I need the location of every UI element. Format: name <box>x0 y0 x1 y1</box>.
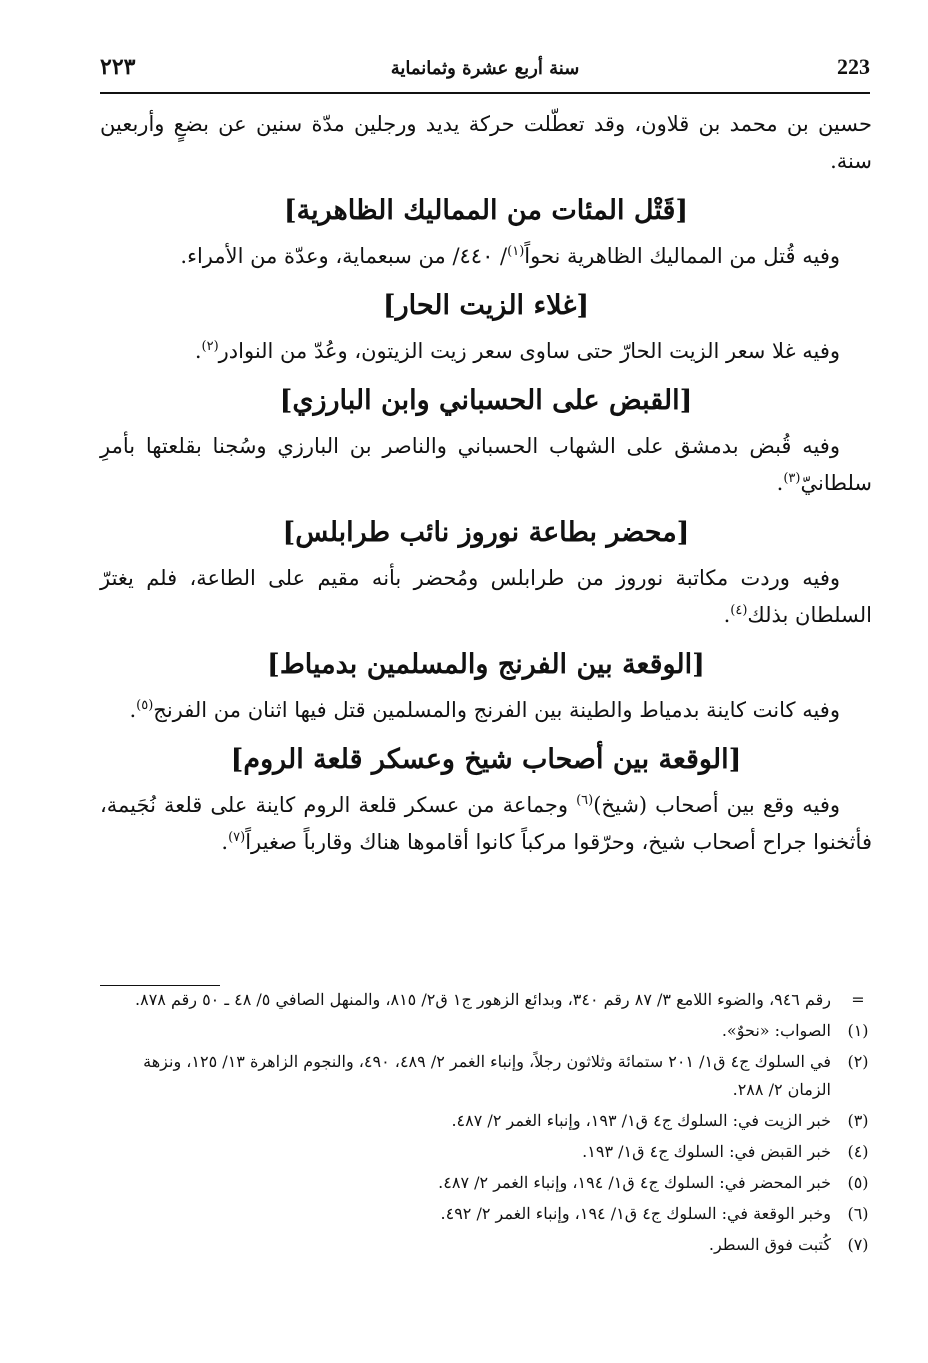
section-paragraph <box>100 238 872 275</box>
footnote-item <box>100 1231 875 1259</box>
section-heading: [القبض على الحسباني وابن البارزي] <box>279 385 693 416</box>
paragraph-text: وفيه قُتل من المماليك الظاهرية نحواً <box>524 244 840 268</box>
footnote-number: (٤) <box>847 1142 869 1161</box>
main-text <box>100 106 872 861</box>
footnote-number: (٣) <box>847 1111 869 1130</box>
paragraph-text-after: . <box>129 698 137 722</box>
section-heading: [الوقعة بين أصحاب شيخ وعسكر قلعة الروم] <box>230 744 742 775</box>
footnote-text: خبر القبض في: السلوك ج٤ ق١/ ١٩٣. <box>582 1142 831 1161</box>
section-heading: [الوقعة بين الفرنج والمسلمين بدمياط] <box>267 649 705 680</box>
page-header <box>100 52 870 94</box>
footnote-marker: (٧) <box>228 830 246 845</box>
paragraph-text-after: . <box>776 471 784 495</box>
footnote-item <box>100 1048 875 1104</box>
footnote-text: كُتبت فوق السطر. <box>708 1235 831 1254</box>
section-paragraph <box>100 692 872 729</box>
section-heading: [قَتْل المئات من المماليك الظاهرية] <box>283 195 689 226</box>
page-number-arabic: ٢٢٣ <box>100 54 136 80</box>
footnote-number: (٢) <box>847 1052 869 1071</box>
section-paragraph <box>100 787 872 861</box>
paragraph-text: وفيه قُبض بدمشق على الشهاب الحسباني والناصر بن البارزي وسُجنا بقلعتها بأمرِ سلطانيّ <box>100 434 872 495</box>
footnote-marker: (٤) <box>730 603 748 618</box>
footnote-marker: (٥) <box>136 698 154 713</box>
footnote-marker: (١) <box>507 244 525 259</box>
running-title: سنة أربع عشرة وثمانماية <box>390 58 580 79</box>
footnote-number: (٦) <box>847 1204 869 1223</box>
footnote-item <box>100 986 875 1014</box>
footnote-number: (٧) <box>847 1235 869 1254</box>
paragraph-text: وفيه وردت مكاتبة نوروز من طرابلس ومُحضر بأنه مقيم على الطاعة، فلم يغترّ السلطان بذلك <box>100 566 872 627</box>
footnote-text: خبر المحضر في: السلوك ج٤ ق١/ ١٩٤، وإنباء الغمر ٢/ ٤٨٧. <box>438 1173 831 1192</box>
paragraph-text: وفيه وقع بين أصحاب (شيخ) <box>593 793 841 817</box>
footnote-text: رقم ٩٤٦، والضوء اللامع ٣/ ٨٧ رقم ٣٤٠، وبدائع الزهور ج١ ق٢/ ٨١٥، والمنهل الصافي ٥/ ٤٨ ـ ٥٠ رقم ٨٧٨. <box>135 990 831 1009</box>
footnote-item <box>100 1169 875 1197</box>
footnote-text: خبر الزيت في: السلوك ج٤ ق١/ ١٩٣، وإنباء الغمر ٢/ ٤٨٧. <box>451 1111 831 1130</box>
footnote-item <box>100 1200 875 1228</box>
intro-paragraph: حسين بن محمد بن قلاون، وقد تعطّلت حركة يديد ورجلين مدّة سنين عن بضعٍ وأربعين سنة. <box>100 112 872 173</box>
footnote-item <box>100 1138 875 1166</box>
paragraph-text-after: . <box>723 603 731 627</box>
footnote-number: = <box>851 990 865 1009</box>
section-paragraph <box>100 428 872 502</box>
footnote-marker: (٣) <box>783 471 801 486</box>
footnote-item <box>100 1017 875 1045</box>
section-paragraph <box>100 333 872 370</box>
paragraph-text-after: / ٤٤٠/ من سبعماية، وعدّة من الأمراء. <box>180 244 508 268</box>
footnote-marker: (٦) <box>576 793 594 808</box>
section-heading: [غلاء الزيت الحار] <box>382 290 590 321</box>
footnotes <box>100 986 875 1262</box>
footnote-item <box>100 1107 875 1135</box>
footnote-text: في السلوك ج٤ ق١/ ٢٠١ ستمائة وثلاثون رجلاً، وإنباء الغمر ٢/ ٤٨٩، ٤٩٠، والنجوم الزاهرة ١٣/ ١٢٥، ونزهة الزمان ٢/ ٢٨٨. <box>143 1052 831 1099</box>
paragraph-text: وفيه غلا سعر الزيت الحارّ حتى ساوى سعر زيت الزيتون، وعُدّ من النوادر <box>218 339 840 363</box>
paragraph-text-middle: وجماعة من عسكر قلعة الروم كاينة على قلعة نُجَيمة، فأثخنوا جراح أصحاب شيخ، وحرّقوا مركباً كانوا أقاموها هناك وقارباً صغيراً <box>100 793 872 854</box>
section-heading: [محضر بطاعة نوروز نائب طرابلس] <box>282 517 690 548</box>
footnote-number: (٥) <box>847 1173 869 1192</box>
footnote-text: الصواب: «نحوٌ». <box>721 1021 831 1040</box>
footnote-number: (١) <box>847 1021 869 1040</box>
paragraph-text: وفيه كانت كاينة بدمياط والطينة بين الفرنج والمسلمين قتل فيها اثنان من الفرنج <box>153 698 840 722</box>
footnote-text: وخبر الوقعة في: السلوك ج٤ ق١/ ١٩٤، وإنباء الغمر ٢/ ٤٩٢. <box>440 1204 831 1223</box>
paragraph-text-after: . <box>194 339 202 363</box>
section-paragraph <box>100 560 872 634</box>
page-number-latin: 223 <box>837 54 870 79</box>
footnote-marker: (٢) <box>201 339 219 354</box>
paragraph-text-end: . <box>221 830 229 854</box>
